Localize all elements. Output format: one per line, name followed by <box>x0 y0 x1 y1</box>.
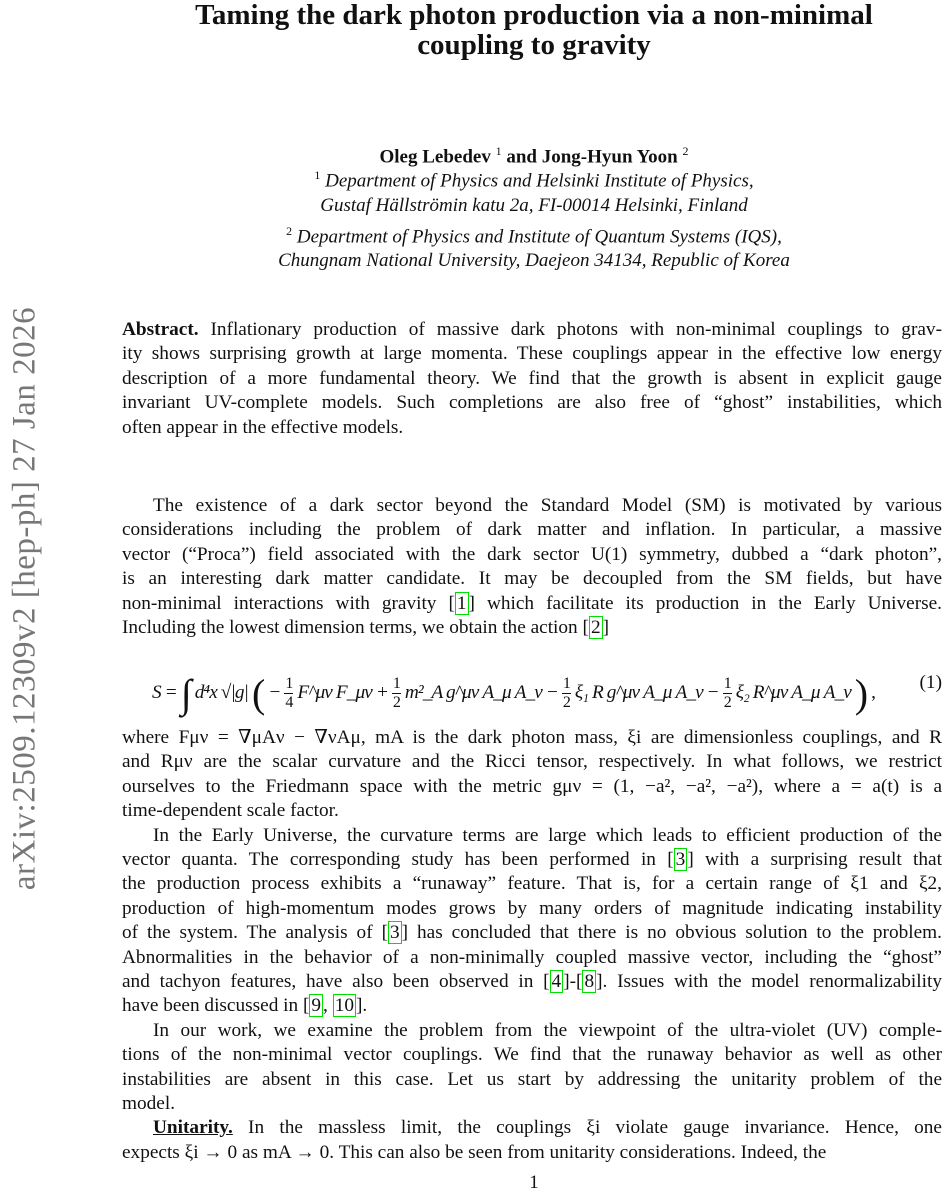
author-name: Oleg Lebedev <box>379 146 491 168</box>
text-line: considerations including the problem of dark matter and inflation. In particular, a massive <box>122 519 942 541</box>
affiliation-line <box>122 249 946 274</box>
text-line: vector quanta. The corresponding study has been performed in [ 3 ] with a surprising result that <box>122 848 942 870</box>
paragraph-intro <box>122 494 942 640</box>
text-line: model. <box>122 1092 176 1114</box>
author-affil-mark: 1 <box>495 144 502 158</box>
affiliation-text: Department of Physics and Institute of Quantum Systems (IQS), <box>296 225 782 247</box>
text-line: and tachyon features, have also been observed in [ 4 ]-[ 8 ]. Issues with the model renormalizability <box>122 970 942 992</box>
integral-sign: ∫ <box>180 671 191 716</box>
title-line: coupling to gravity <box>417 29 651 61</box>
text-line: production of high-momentum modes grows by many orders of magnitude indicating instability <box>122 897 942 919</box>
page-number: 1 <box>529 1172 539 1193</box>
eq-term: ξ₁ R g^μν A_μ A_ν − <box>574 681 723 703</box>
text-line: of the system. The analysis of [ 3 ] has concluded that there is no obvious solution to the problem. <box>122 922 942 944</box>
abstract-line <box>122 318 942 342</box>
eq-open-paren: ( <box>251 671 265 716</box>
affil-mark: 1 <box>314 168 321 182</box>
text-line: tions of the non-minimal vector couplings. We find that the runaway behavior as well as other <box>122 1044 942 1066</box>
eq-close-paren: ) <box>854 671 868 716</box>
eq-measure: d⁴x √|g| <box>194 681 249 703</box>
equation-number: (1) <box>919 672 942 693</box>
author-affil-mark: 2 <box>682 144 689 158</box>
text-line: invariant UV-complete models. Such completions are also free of “ghost” instabilities, which <box>122 392 942 414</box>
affiliation-line <box>122 194 946 219</box>
paper-title <box>122 0 946 60</box>
affiliations <box>122 163 946 274</box>
text-line: In the Early Universe, the curvature terms are large which leads to efficient production of the <box>153 824 942 846</box>
text-line: non-minimal interactions with gravity [ 1 ] which facilitate its production in the Early Universe. <box>122 592 943 614</box>
authors-and: and <box>506 146 537 168</box>
unitarity-heading: Unitarity. <box>153 1117 233 1139</box>
title-line: Taming the dark photon production via a non-minimal <box>195 0 873 31</box>
affiliation-line <box>122 219 946 250</box>
eq-term: ξ₂ R^μν A_μ A_ν <box>735 681 851 703</box>
citation-link[interactable]: 10 <box>334 995 354 1017</box>
text-line: have been discussed in [ 9 , 10 ]. <box>122 995 368 1017</box>
text-line: often appear in the effective models. <box>122 416 404 438</box>
eq-lhs: S = <box>152 681 181 703</box>
citation-link[interactable]: 3 <box>675 848 686 870</box>
text-line: ourselves to the Friedmann space with the metric gμν = (1, −a², −a², −a²), where a = a(t) is a <box>122 775 942 797</box>
citation-link[interactable]: 2 <box>590 616 601 638</box>
citation-link[interactable]: 1 <box>456 592 467 614</box>
abstract-body <box>122 342 942 440</box>
unitarity-line: expects ξi → 0 as mA → 0. This can also be seen from unitarity considerations. Indeed, the <box>122 1141 827 1163</box>
eq-fraction: $\frac{1}{4}$ <box>285 675 293 711</box>
text-line: vector (“Proca”) field associated with the dark sector U(1) symmetry, dubbed a “dark photon”, <box>122 543 942 565</box>
affil-mark: 2 <box>286 223 293 238</box>
citation-link[interactable]: 9 <box>311 995 322 1017</box>
unitarity-line <box>122 1116 942 1140</box>
text-line: is an interesting dark matter candidate. It may be decoupled from the SM fields, but have <box>122 568 942 590</box>
author-name: Jong-Hyun Yoon <box>541 146 678 168</box>
citation-link[interactable]: 8 <box>584 970 595 992</box>
paragraph-our-work <box>122 1019 942 1117</box>
affiliation-line <box>122 163 946 194</box>
arxiv-side-stamp: arXiv:2509.12309v2 [hep-ph] 27 Jan 2026 <box>6 306 43 891</box>
paragraph-unitarity <box>122 1116 942 1165</box>
citation-link[interactable]: 4 <box>551 970 562 992</box>
affiliation-text: Department of Physics and Helsinki Institute of Physics, <box>325 170 754 192</box>
equation-1 <box>122 660 942 716</box>
text-line: description of a more fundamental theory. We find that the growth is absent in explicit gauge <box>122 367 942 389</box>
citation-link[interactable]: 3 <box>390 922 400 944</box>
unitarity-text: In the massless limit, the couplings ξi violate gauge invariance. Hence, one <box>232 1117 942 1139</box>
affiliation-text: Gustaf Hällströmin katu 2a, FI-00014 Helsinki, Finland <box>320 194 748 216</box>
text-line: time-dependent scale factor. <box>122 800 339 822</box>
abstract <box>122 318 942 440</box>
eq-term: m²_A g^μν A_μ A_ν − <box>404 681 562 703</box>
text-line: where Fμν = ∇μAν − ∇νAμ, mA is the dark photon mass, ξi are dimensionless couplings, and R <box>122 727 942 748</box>
text-line: The existence of a dark sector beyond the Standard Model (SM) is motivated by various <box>153 495 942 516</box>
paragraph-early-universe <box>122 824 942 1019</box>
text-line: Abnormalities in the behavior of a non-minimally coupled massive vector, including the “ghost” <box>122 946 942 968</box>
eq-fraction: $\frac{1}{2}$ <box>392 675 400 711</box>
eq-fraction: $\frac{1}{2}$ <box>723 675 731 711</box>
eq-sign: − <box>268 681 281 703</box>
eq-term: F^μν F_μν + <box>297 681 392 703</box>
text-line: and Rμν are the scalar curvature and the Ricci tensor, respectively. In what follows, we restrict <box>122 751 942 773</box>
text-line: In our work, we examine the problem from the viewpoint of the ultra-violet (UV) comple- <box>153 1019 942 1041</box>
eq-fraction: $\frac{1}{2}$ <box>562 675 570 711</box>
text-line: ity shows surprising growth at large momenta. These couplings appear in the effective low energy <box>122 343 942 365</box>
abstract-label: Abstract. <box>122 319 199 340</box>
eq-trail: , <box>867 681 876 703</box>
abstract-text: Inflationary production of massive dark photons with non-minimal couplings to grav- <box>198 319 942 340</box>
equation-body <box>152 670 882 717</box>
text-line: Including the lowest dimension terms, we obtain the action [ 2 ] <box>122 616 609 638</box>
affiliation-text: Chungnam National University, Daejeon 34134, Republic of Korea <box>278 250 790 272</box>
text-line: instabilities are absent in this case. Let us start by addressing the unitarity problem of the <box>122 1068 942 1090</box>
text-line: the production process exhibits a “runaway” feature. That is, for a certain range of ξ1 and ξ2, <box>122 873 942 895</box>
paragraph-where <box>122 726 942 824</box>
